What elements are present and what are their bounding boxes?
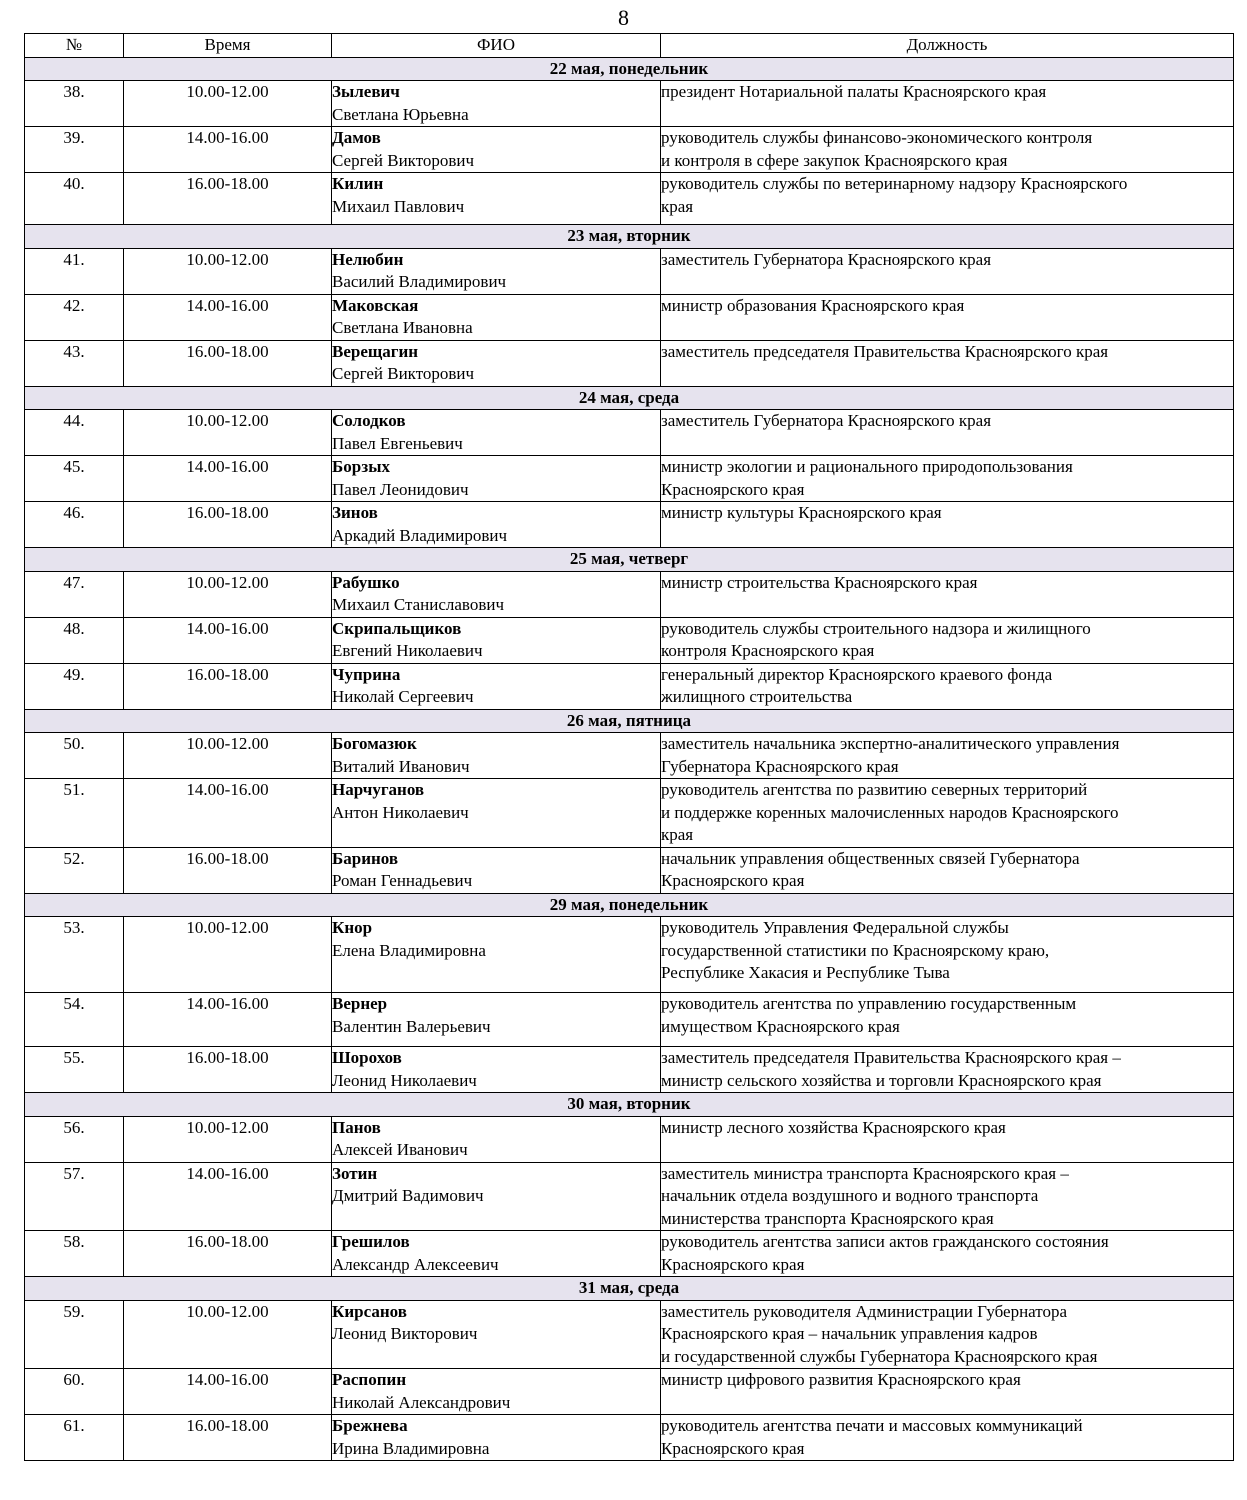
row-position (661, 1415, 1234, 1461)
table-row (25, 663, 1234, 709)
row-number: 38. (25, 81, 124, 127)
given-names: Василий Владимирович (332, 272, 507, 291)
given-names: Евгений Николаевич (332, 641, 483, 660)
row-time: 10.00-12.00 (124, 1300, 332, 1369)
row-position (661, 502, 1234, 548)
day-header-row (25, 57, 1234, 81)
position-line: Губернатора Красноярского края (661, 756, 899, 776)
row-position (661, 617, 1234, 663)
schedule-body (25, 57, 1234, 1461)
surname: Баринов (332, 848, 399, 868)
given-names: Сергей Викторович (332, 150, 475, 170)
row-position (661, 1047, 1234, 1093)
row-position (661, 1231, 1234, 1277)
given-names: Александр Алексеевич (332, 1254, 499, 1274)
row-position (661, 847, 1234, 893)
day-label: 22 мая, понедельник (25, 57, 1234, 81)
surname: Килин (332, 174, 384, 193)
row-position (661, 294, 1234, 340)
position-line: государственной статистики по Красноярскому краю, (661, 940, 1050, 960)
position-line: президент Нотариальной палаты Красноярского края (661, 82, 1047, 101)
row-number: 50. (25, 733, 124, 779)
surname: Богомазюк (332, 734, 417, 753)
row-full-name (332, 779, 661, 848)
given-names: Ирина Владимировна (332, 1438, 490, 1458)
given-names: Антон Николаевич (332, 802, 469, 822)
row-number: 61. (25, 1415, 124, 1461)
row-full-name (332, 1116, 661, 1162)
day-label: 25 мая, четверг (25, 548, 1234, 572)
day-header-row (25, 893, 1234, 917)
row-position (661, 663, 1234, 709)
row-number: 46. (25, 502, 124, 548)
row-time: 10.00-12.00 (124, 733, 332, 779)
given-names: Роман Геннадьевич (332, 871, 473, 890)
table-row (25, 617, 1234, 663)
day-label: 26 мая, пятница (25, 709, 1234, 733)
row-time: 16.00-18.00 (124, 1231, 332, 1277)
row-position (661, 456, 1234, 502)
table-row (25, 248, 1234, 294)
day-label: 24 мая, среда (25, 386, 1234, 410)
position-line: заместитель начальника экспертно-аналитического управления (661, 734, 1120, 753)
row-time: 16.00-18.00 (124, 502, 332, 548)
position-line: начальник отдела воздушного и водного транспорта (661, 1186, 1039, 1205)
page-number: 8 (618, 5, 629, 30)
header-name: ФИО (332, 34, 661, 58)
position-line: заместитель министра транспорта Красноярского края – (661, 1163, 1069, 1183)
position-line: Красноярского края (661, 479, 805, 499)
surname: Вернер (332, 994, 388, 1013)
given-names: Павел Евгеньевич (332, 433, 463, 453)
position-line: руководитель агентства по развитию северных территорий (661, 780, 1088, 799)
surname: Распопин (332, 1370, 407, 1389)
row-time: 16.00-18.00 (124, 1415, 332, 1461)
surname: Чуприна (332, 664, 401, 684)
surname: Брежнева (332, 1416, 408, 1435)
row-full-name (332, 1415, 661, 1461)
row-time: 14.00-16.00 (124, 456, 332, 502)
surname: Шорохов (332, 1048, 402, 1067)
table-row (25, 917, 1234, 993)
row-full-name (332, 1300, 661, 1369)
row-full-name (332, 410, 661, 456)
position-line: имуществом Красноярского края (661, 1016, 900, 1036)
position-line: жилищного строительства (661, 687, 853, 706)
row-number: 52. (25, 847, 124, 893)
given-names: Аркадий Владимирович (332, 525, 508, 545)
row-time: 10.00-12.00 (124, 917, 332, 993)
given-names: Виталий Иванович (332, 756, 470, 776)
position-line: Красноярского края (661, 871, 805, 890)
row-full-name (332, 81, 661, 127)
header-time: Время (124, 34, 332, 58)
row-position (661, 248, 1234, 294)
given-names: Леонид Викторович (332, 1324, 478, 1343)
position-line: заместитель председателя Правительства Красноярского края – (661, 1048, 1121, 1067)
surname: Панов (332, 1117, 381, 1137)
table-row (25, 1415, 1234, 1461)
row-full-name (332, 993, 661, 1047)
row-full-name (332, 571, 661, 617)
position-line: Красноярского края (661, 1438, 805, 1458)
table-row (25, 502, 1234, 548)
given-names: Валентин Валерьевич (332, 1016, 491, 1036)
position-line: министр строительства Красноярского края (661, 572, 978, 592)
position-line: и государственной службы Губернатора Красноярского края (661, 1346, 1098, 1366)
given-names: Михаил Павлович (332, 196, 465, 216)
row-full-name (332, 663, 661, 709)
row-time: 14.00-16.00 (124, 127, 332, 173)
given-names: Николай Александрович (332, 1392, 511, 1412)
surname: Нелюбин (332, 249, 404, 269)
row-time: 14.00-16.00 (124, 993, 332, 1047)
surname: Рабушко (332, 572, 400, 592)
row-time: 10.00-12.00 (124, 1116, 332, 1162)
row-position (661, 779, 1234, 848)
row-position (661, 993, 1234, 1047)
given-names: Алексей Иванович (332, 1140, 468, 1159)
row-full-name (332, 1047, 661, 1093)
day-header-row (25, 709, 1234, 733)
row-position (661, 733, 1234, 779)
day-header-row (25, 1093, 1234, 1117)
table-row (25, 1162, 1234, 1231)
table-row (25, 1300, 1234, 1369)
surname: Дамов (332, 128, 381, 147)
position-line: Красноярского края (661, 1254, 805, 1274)
table-row (25, 340, 1234, 386)
position-line: и поддержке коренных малочисленных народов Красноярского (661, 802, 1119, 822)
table-row (25, 410, 1234, 456)
row-full-name (332, 173, 661, 225)
row-number: 39. (25, 127, 124, 173)
day-label: 29 мая, понедельник (25, 893, 1234, 917)
row-number: 51. (25, 779, 124, 848)
row-time: 14.00-16.00 (124, 294, 332, 340)
table-row (25, 1369, 1234, 1415)
row-time: 10.00-12.00 (124, 81, 332, 127)
row-full-name (332, 248, 661, 294)
row-position (661, 340, 1234, 386)
position-line: министр лесного хозяйства Красноярского края (661, 1117, 1006, 1137)
table-row (25, 847, 1234, 893)
row-number: 58. (25, 1231, 124, 1277)
row-position (661, 1162, 1234, 1231)
row-time: 14.00-16.00 (124, 617, 332, 663)
row-full-name (332, 847, 661, 893)
row-time: 14.00-16.00 (124, 779, 332, 848)
table-row (25, 993, 1234, 1047)
row-number: 55. (25, 1047, 124, 1093)
header-position: Должность (661, 34, 1234, 58)
surname: Кирсанов (332, 1301, 407, 1321)
position-line: Красноярского края – начальник управления кадров (661, 1324, 1038, 1343)
row-time: 16.00-18.00 (124, 173, 332, 225)
row-position (661, 1300, 1234, 1369)
row-position (661, 1116, 1234, 1162)
row-number: 45. (25, 456, 124, 502)
table-row (25, 1116, 1234, 1162)
day-label: 23 мая, вторник (25, 225, 1234, 249)
position-line: министр экологии и рационального природопользования (661, 457, 1073, 476)
position-line: генеральный директор Красноярского краевого фонда (661, 664, 1053, 684)
row-time: 16.00-18.00 (124, 847, 332, 893)
row-position (661, 410, 1234, 456)
row-full-name (332, 1162, 661, 1231)
given-names: Леонид Николаевич (332, 1070, 477, 1090)
position-line: края (661, 825, 694, 844)
surname: Зылевич (332, 82, 400, 101)
table-header-row (25, 34, 1234, 58)
row-number: 56. (25, 1116, 124, 1162)
surname: Маковская (332, 295, 419, 315)
row-full-name (332, 1369, 661, 1415)
row-number: 41. (25, 248, 124, 294)
row-time: 16.00-18.00 (124, 340, 332, 386)
row-position (661, 127, 1234, 173)
row-full-name (332, 294, 661, 340)
row-full-name (332, 340, 661, 386)
position-line: руководитель службы по ветеринарному надзору Красноярского (661, 174, 1128, 193)
given-names: Михаил Станиславович (332, 595, 505, 614)
row-number: 43. (25, 340, 124, 386)
row-time: 14.00-16.00 (124, 1369, 332, 1415)
position-line: руководитель службы финансово-экономического контроля (661, 128, 1093, 147)
row-number: 59. (25, 1300, 124, 1369)
position-line: заместитель Губернатора Красноярского края (661, 411, 992, 430)
position-line: руководитель агентства записи актов гражданского состояния (661, 1232, 1109, 1251)
given-names: Светлана Ивановна (332, 318, 473, 337)
header-num: № (25, 34, 124, 58)
position-line: руководитель агентства по управлению государственным (661, 994, 1077, 1013)
day-label: 31 мая, среда (25, 1277, 1234, 1301)
table-row (25, 1047, 1234, 1093)
row-number: 47. (25, 571, 124, 617)
position-line: края (661, 196, 694, 216)
row-position (661, 1369, 1234, 1415)
day-header-row (25, 386, 1234, 410)
row-time: 10.00-12.00 (124, 571, 332, 617)
row-position (661, 571, 1234, 617)
row-time: 16.00-18.00 (124, 663, 332, 709)
position-line: министр сельского хозяйства и торговли Красноярского края (661, 1070, 1102, 1090)
row-number: 57. (25, 1162, 124, 1231)
row-full-name (332, 127, 661, 173)
position-line: министр культуры Красноярского края (661, 503, 942, 522)
position-line: контроля Красноярского края (661, 641, 875, 660)
surname: Скрипальщиков (332, 618, 462, 638)
row-time: 14.00-16.00 (124, 1162, 332, 1231)
position-line: руководитель службы строительного надзора и жилищного (661, 618, 1091, 638)
day-header-row (25, 225, 1234, 249)
table-row (25, 733, 1234, 779)
row-number: 54. (25, 993, 124, 1047)
position-line: руководитель агентства печати и массовых коммуникаций (661, 1416, 1083, 1435)
table-row (25, 571, 1234, 617)
position-line: Республике Хакасия и Республике Тыва (661, 963, 950, 982)
table-row (25, 294, 1234, 340)
row-number: 44. (25, 410, 124, 456)
day-label: 30 мая, вторник (25, 1093, 1234, 1117)
given-names: Светлана Юрьевна (332, 104, 469, 124)
row-number: 53. (25, 917, 124, 993)
position-line: министр цифрового развития Красноярского края (661, 1370, 1021, 1389)
table-row (25, 173, 1234, 225)
surname: Грешилов (332, 1232, 410, 1251)
schedule-table (24, 33, 1234, 1461)
table-row (25, 81, 1234, 127)
position-line: заместитель председателя Правительства Красноярского края (661, 341, 1109, 361)
row-number: 48. (25, 617, 124, 663)
table-row (25, 127, 1234, 173)
position-line: и контроля в сфере закупок Красноярского края (661, 150, 1008, 170)
surname: Верещагин (332, 341, 419, 361)
position-line: заместитель Губернатора Красноярского края (661, 249, 992, 269)
given-names: Павел Леонидович (332, 479, 469, 499)
surname: Борзых (332, 457, 391, 476)
day-header-row (25, 548, 1234, 572)
row-full-name (332, 456, 661, 502)
row-number: 42. (25, 294, 124, 340)
row-position (661, 173, 1234, 225)
position-line: министр образования Красноярского края (661, 295, 965, 315)
table-row (25, 456, 1234, 502)
day-header-row (25, 1277, 1234, 1301)
position-line: начальник управления общественных связей Губернатора (661, 848, 1080, 868)
row-time: 10.00-12.00 (124, 410, 332, 456)
surname: Зинов (332, 503, 378, 522)
position-line: заместитель руководителя Администрации Губернатора (661, 1301, 1068, 1321)
position-line: министерства транспорта Красноярского края (661, 1208, 994, 1228)
surname: Нарчуганов (332, 780, 425, 799)
row-position (661, 917, 1234, 993)
row-number: 49. (25, 663, 124, 709)
given-names: Николай Сергеевич (332, 687, 474, 706)
position-line: руководитель Управления Федеральной службы (661, 918, 1009, 937)
table-row (25, 1231, 1234, 1277)
row-time: 10.00-12.00 (124, 248, 332, 294)
row-time: 16.00-18.00 (124, 1047, 332, 1093)
given-names: Дмитрий Вадимович (332, 1186, 484, 1205)
row-full-name (332, 617, 661, 663)
row-full-name (332, 502, 661, 548)
row-full-name (332, 917, 661, 993)
row-full-name (332, 1231, 661, 1277)
row-number: 40. (25, 173, 124, 225)
surname: Солодков (332, 411, 406, 430)
row-full-name (332, 733, 661, 779)
surname: Кнор (332, 918, 373, 937)
row-number: 60. (25, 1369, 124, 1415)
table-row (25, 779, 1234, 848)
surname: Зотин (332, 1163, 378, 1183)
given-names: Елена Владимировна (332, 940, 486, 960)
row-position (661, 81, 1234, 127)
given-names: Сергей Викторович (332, 364, 475, 383)
